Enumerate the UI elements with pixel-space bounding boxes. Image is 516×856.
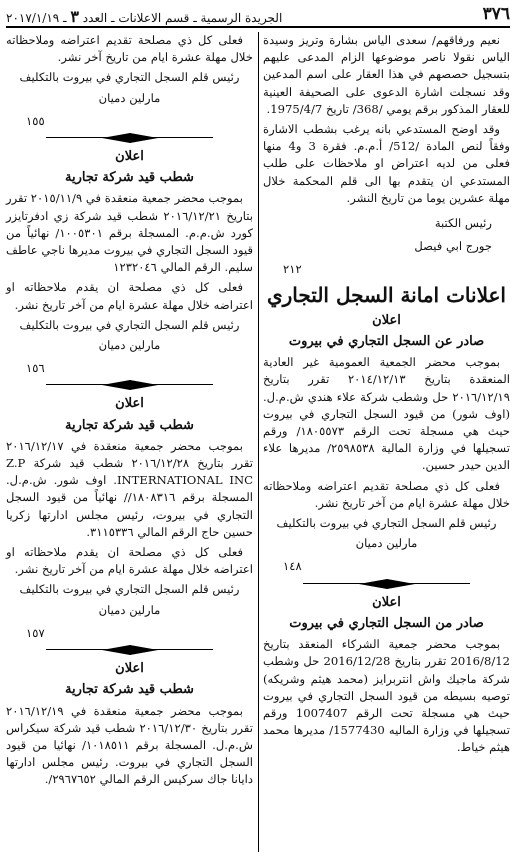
column-rule [258, 32, 259, 852]
notice-number: ١٤٨ [283, 559, 302, 574]
notice-title: شطب قيد شركة تجارية [65, 170, 194, 186]
right-column [263, 32, 510, 760]
paragraph: فعلى كل ذي مصلحة تقديم اعتراضه وملاحظاته خلال مهلة عشرة ايام من تاريخ آخر نشر. [6, 33, 253, 65]
section-divider [6, 132, 253, 144]
notice-label: اعلان [115, 396, 144, 412]
notice-number: ٢١٢ [283, 262, 302, 277]
notice-label: اعلان [372, 594, 401, 610]
paragraph: وقد اوضح المستدعي بانه يرغب بشطب الاشارة وفقاً لنص المادة /512/ أ.م.م. فقرة 3 و4 منها فعلى من لديه اعتراض او ملاحظات على طلب المستدعي ان يتقدم بها الى قلم المحكمة خلال مهلة عشرين يوما من تاريخ النشر. [263, 122, 510, 205]
signature-title: رئيس قلم السجل التجاري في بيروت بالتكليف [19, 317, 240, 332]
paragraph: فعلى كل ذي مصلحة ان يقدم ملاحظاته او اعتراضه خلال مهلة عشرة ايام من آخر تاريخ نشر. [6, 545, 253, 577]
notice-title: صادر عن السجل التجاري في بيروت [288, 334, 485, 350]
header-title [6, 7, 282, 26]
signature-name: مارلين دميان [98, 90, 161, 105]
signature-title: رئيس قلم السجل التجاري في بيروت بالتكليف [19, 582, 240, 597]
paragraph: بموجب محضر جمعية الشركاء المنعقد بتاريخ 2016/8/12 تقرر بتاريخ 2016/12/28 حل وشطب شركة ماجيك واش انتربرايز (محمد هيثم وشريكه) توصيه بسيطه من قيود السجل التجاري في بيروت حيث هي مسجلة تحت الرقم 1007407 ورقم تسجيلها في وزارة الماليه 1577430/ مديرها محمد هيثم خياط. [263, 637, 510, 755]
issue-number: ٣ [70, 7, 79, 26]
issue-date: ـ ٢٠١٧/١/١٩ [6, 11, 67, 25]
paragraph: بموجب محضر جمعية منعقدة في ٢٠١٥/١١/٩ تقرر بتاريخ ٢٠١٦/١٢/٢١ شطب قيد شركة زي ادفرتايزر كورد ش.م.م. المسجلة برقم ١٠٠٥٣٠١/ نهائياً من قيود السجل التجاري في بيروت مديرها ناجي عاطف سليم. الرقم المالي ١٢٣٢٠٤٦ [6, 191, 253, 275]
signature-name: مارلين دميان [355, 536, 418, 551]
section-heading: اعلانات امانة السجل التجاري [266, 282, 506, 307]
signature-name: مارلين دميان [98, 602, 161, 617]
signature-name: مارلين دميان [98, 338, 161, 353]
notice-number: ١٥٦ [26, 361, 45, 376]
header-title-text: الجريدة الرسمية ـ قسم الاعلانات ـ العدد [82, 11, 283, 25]
notice-number: ١٥٧ [26, 625, 45, 640]
notice-title: صادر من السجل التجاري في بيروت [289, 615, 484, 631]
paragraph: بموجب محضر الجمعية العمومية غير العادية المنعقدة بتاريخ ٢٠١٤/١٢/١٣ تقرر بتاريخ ٢٠١٦/١٢/١٩ حل وشطب شركة علاء هندي ش.م.ل. (اوف شور) من قيود السجل التجاري في بيروت حيث هي مسجلة تحت الرقم ١٨٠٥٥٧٣/ ورقم تسجيلها في وزارة المالية ٢٥٩٨٥٣٨/ مديرها علاء الدين حيدر حسين. [263, 355, 510, 473]
section-divider [263, 578, 510, 590]
signature-title: رئيس قلم السجل التجاري في بيروت بالتكليف [276, 516, 497, 531]
notice-label: اعلان [115, 661, 144, 677]
paragraph: فعلى كل ذي مصلحة ان يقدم ملاحظاته او اعتراضه خلال مهلة عشرة ايام من آخر تاريخ نشر. [6, 280, 253, 312]
notice-title: شطب قيد شركة تجارية [65, 417, 194, 433]
page-header [6, 4, 510, 28]
notice-number: ١٥٥ [26, 113, 45, 128]
left-column [6, 32, 253, 792]
paragraph: بموجب محضر جمعية منعقدة في ٢٠١٦/١٢/١٧ تقرر بتاريخ ٢٠١٦/١٢/٢٨ شطب قيد شركة Z.P INTERNATIONAL INC. اوف شور. ش.م.ل. المسجلة برقم ١٨٠٨٣١٦// نهائياً من قيود السجل التجاري في بيروت، رئيس مجلس ادارتها زكريا حسين حاج الرقم المالي ٣١١٥٣٣٦. [6, 438, 254, 539]
notice-label: اعلان [372, 312, 401, 328]
paragraph: نعيم ورفاقهم/ سعدى الياس بشارة وتريز وسيدة الياس نقولا ناصر موضوعها الزام المدعى عليهم بتسجيل حصصهم في هذا العقار على اسم المدعين وقد نسجلت اشارة الدعوى على الصحيفة العينية للعقار المذكور برقم يومي /368/ تاريخ 1975/4/7. [263, 33, 510, 116]
page-number: ٣٧٦ [482, 4, 510, 24]
paragraph: بموجب محضر جمعية منعقدة في ٢٠١٦/١٢/١٩ تقرر بتاريخ ٢٠١٦/١٢/٣٠ شطب قيد شركة سيكراس ش.م.ل. المسجلة برقم ١٠١٨٥١١/ نهائيا من قيود السجل التجاري في بيروت. رئيس مجلس ادارتها دايانا جاك سركيس الرقم المالي ٢٩٦٧٦٥٢/. [6, 703, 253, 787]
notice-title: شطب قيد شركة تجارية [65, 682, 194, 698]
notice-label: اعلان [115, 149, 144, 165]
signature-name: جورج ابي فيصل [414, 239, 492, 254]
signature-title: رئيس قلم السجل التجاري في بيروت بالتكليف [19, 70, 240, 85]
signature-title: رئيس الكتبة [434, 216, 492, 231]
section-divider [6, 644, 253, 656]
section-divider [6, 379, 253, 391]
paragraph: فعلى كل ذي مصلحة تقديم اعتراضه وملاحظاته خلال مهلة عشرة ايام من آخر تاريخ نشر. [263, 478, 510, 510]
